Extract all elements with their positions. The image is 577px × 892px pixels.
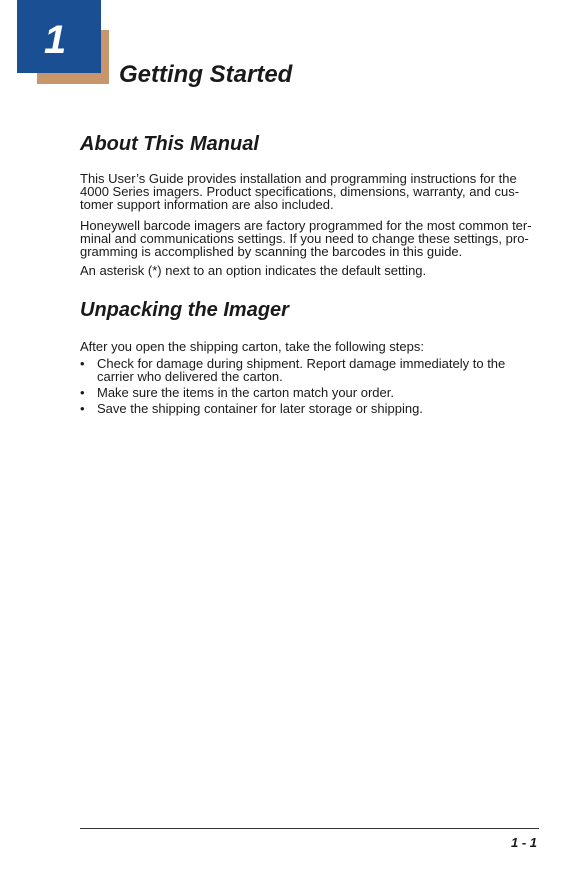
- paragraph-factory-programming: [80, 219, 540, 258]
- list-item: [80, 357, 540, 383]
- section-heading-unpacking-the-imager: Unpacking the Imager: [80, 299, 289, 321]
- paragraph-line: After you open the shipping carton, take the following steps:: [80, 339, 424, 354]
- bullet-icon: •: [80, 385, 85, 400]
- list-item: [80, 402, 540, 415]
- bullet-icon: •: [80, 401, 85, 416]
- paragraph-line: tomer support information are also included.: [80, 197, 334, 212]
- paragraph-line: Honeywell barcode imagers are factory programmed for the most common ter-: [80, 218, 532, 233]
- chapter-number: 1: [44, 18, 67, 62]
- paragraph-asterisk-note: [80, 264, 540, 277]
- unpacking-steps-list: [80, 357, 540, 418]
- paragraph-line: gramming is accomplished by scanning the barcodes in this guide.: [80, 244, 463, 259]
- page-number: 1 - 1: [510, 835, 537, 850]
- list-item: [80, 386, 540, 399]
- list-item-line: Check for damage during shipment. Report damage immediately to the: [97, 356, 506, 371]
- footer-rule: [80, 828, 539, 829]
- chapter-title: Getting Started: [119, 61, 293, 88]
- paragraph-line: 4000 Series imagers. Product specifications, dimensions, warranty, and cus-: [80, 184, 520, 199]
- list-item-line: Make sure the items in the carton match your order.: [97, 385, 394, 400]
- paragraph-line: This User’s Guide provides installation and programming instructions for the: [80, 171, 517, 186]
- paragraph-line: minal and communications settings. If you need to change these settings, pro-: [80, 231, 529, 246]
- bullet-icon: •: [80, 356, 85, 371]
- section-heading-about-this-manual: About This Manual: [80, 133, 259, 155]
- list-item-line: carrier who delivered the carton.: [97, 369, 283, 384]
- paragraph-line: An asterisk (*) next to an option indicates the default setting.: [80, 263, 427, 278]
- paragraph-unpacking-intro: [80, 340, 540, 353]
- list-item-line: Save the shipping container for later storage or shipping.: [97, 401, 423, 416]
- paragraph-manual-overview: [80, 172, 540, 211]
